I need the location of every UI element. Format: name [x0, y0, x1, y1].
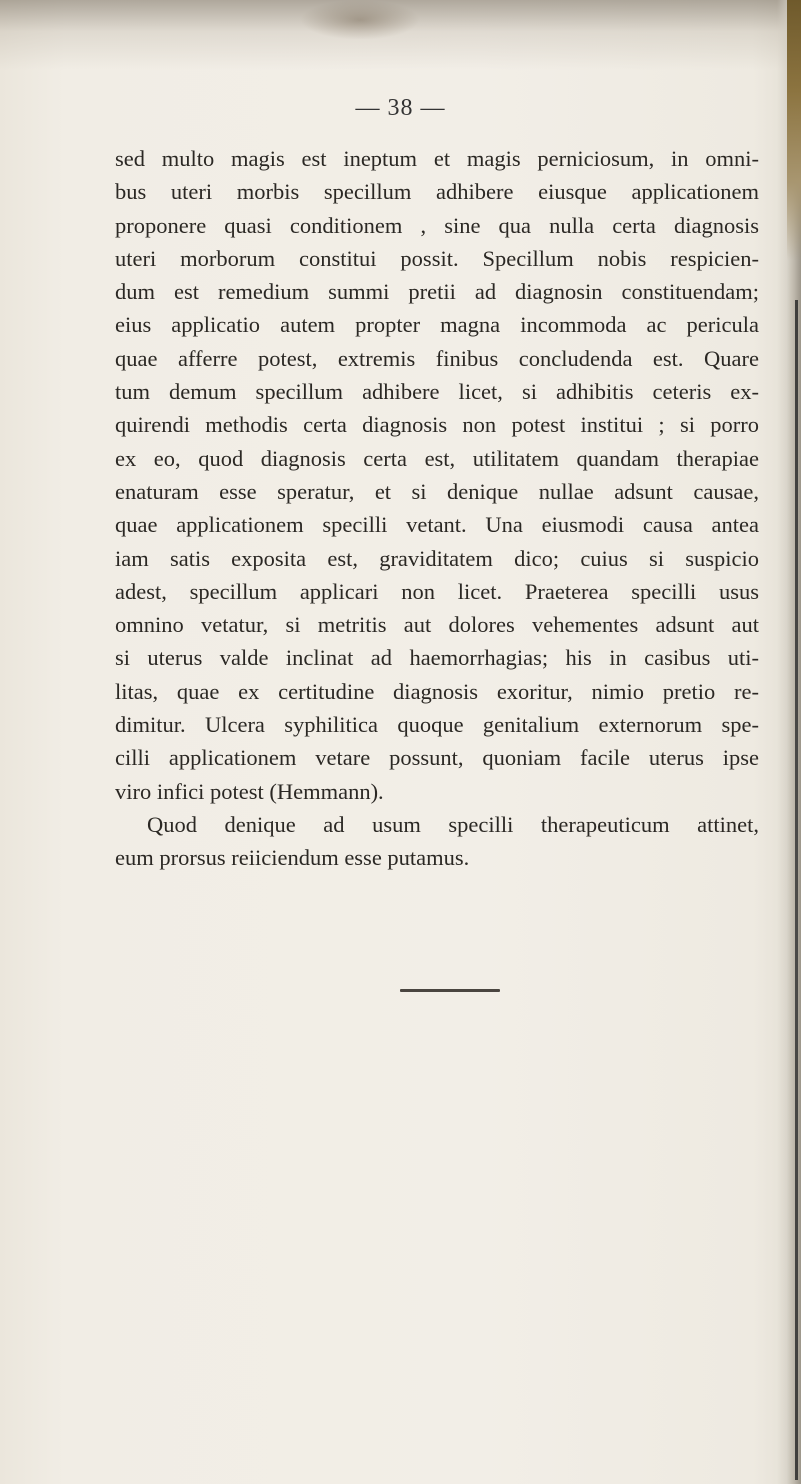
text-line: tum demum specillum adhibere licet, si adhibitis ceteris ex-	[115, 379, 759, 405]
text-line: dimitur. Ulcera syphilitica quoque genitalium externorum spe-	[115, 712, 759, 738]
text-line: enaturam esse speratur, et si denique nullae adsunt causae,	[115, 478, 759, 504]
faint-mark	[405, 855, 411, 857]
page-number: — 38 —	[355, 95, 446, 121]
text-line: ex eo, quod diagnosis certa est, utilitatem quandam therapiae	[115, 445, 759, 471]
text-line: adest, specillum applicari non licet. Praeterea specilli usus	[115, 578, 759, 604]
top-smudge	[300, 0, 420, 40]
text-line: eum prorsus reiiciendum esse putamus.	[115, 845, 470, 871]
body-text	[115, 142, 759, 875]
text-line: uteri morborum constitui possit. Specillum nobis respicien-	[115, 245, 759, 271]
text-line: eius applicatio autem propter magna incommoda ac pericula	[115, 312, 759, 338]
horizontal-rule	[400, 989, 500, 992]
text-line: cilli applicationem vetare possunt, quoniam facile uterus ipse	[115, 745, 759, 771]
text-line: bus uteri morbis specillum adhibere eiusque applicationem	[115, 179, 759, 205]
text-line: dum est remedium summi pretii ad diagnosin constituendam;	[115, 279, 759, 305]
text-line: viro infici potest (Hemmann).	[115, 778, 384, 804]
text-line: omnino vetatur, si metritis aut dolores vehementes adsunt aut	[115, 612, 759, 638]
text-line: si uterus valde inclinat ad haemorrhagias; his in casibus uti-	[115, 645, 759, 671]
right-binding-line	[795, 300, 798, 1480]
text-line: iam satis exposita est, graviditatem dico; cuius si suspicio	[115, 545, 759, 571]
text-line: Quod denique ad usum specilli therapeuticum attinet,	[147, 811, 759, 837]
text-line: litas, quae ex certitudine diagnosis exoritur, nimio pretio re-	[115, 678, 759, 704]
text-line: quirendi methodis certa diagnosis non potest institui ; si porro	[115, 412, 759, 438]
text-line: quae applicationem specilli vetant. Una eiusmodi causa antea	[115, 512, 759, 538]
text-line: sed multo magis est ineptum et magis perniciosum, in omni-	[115, 146, 759, 171]
right-edge-stain	[787, 0, 801, 260]
text-line: proponere quasi conditionem , sine qua nulla certa diagnosis	[115, 212, 759, 238]
text-line: quae afferre potest, extremis finibus concludenda est. Quare	[115, 345, 759, 371]
